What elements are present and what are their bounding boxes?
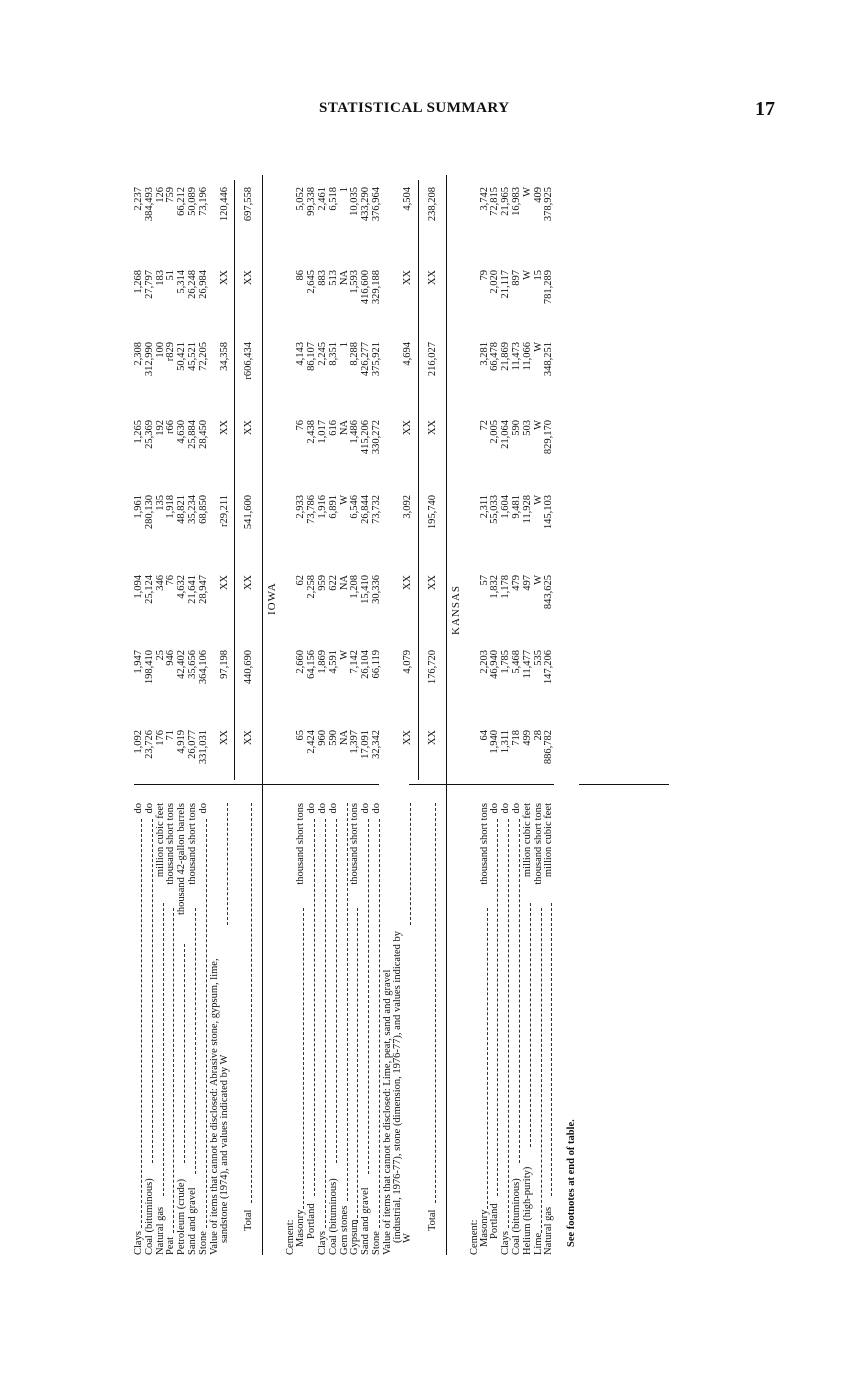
table-cell-value: 718 xyxy=(511,730,522,746)
state-heading-kansas: KANSAS xyxy=(449,584,462,635)
table-cell-value: 79 xyxy=(478,270,490,281)
table-cell-value: 330,272 xyxy=(371,420,382,455)
leader-dots xyxy=(303,908,304,1209)
leader-dots xyxy=(357,908,358,1223)
table-cell-value: 5,468 xyxy=(511,650,522,674)
table-cell-value: 6,546 xyxy=(349,495,361,519)
row-label: Portland xyxy=(489,1203,501,1239)
table-cell-value: 26,077 xyxy=(187,730,198,759)
leader-dots xyxy=(206,819,207,1228)
row-unit: do xyxy=(306,803,318,814)
table-cell-value: 960 xyxy=(317,730,328,746)
total-label: Total xyxy=(426,1209,438,1231)
table-cell-value: XX xyxy=(401,420,413,436)
leader-dots xyxy=(336,819,337,1163)
table-cell-value: 64,156 xyxy=(306,650,318,679)
total-value: XX xyxy=(426,270,438,286)
table-cell-value: 3,742 xyxy=(478,187,490,211)
row-label: Peat xyxy=(165,1236,177,1255)
table-cell-value: 2,203 xyxy=(478,650,490,674)
table-cell-value: 1,947 xyxy=(133,650,144,674)
row-label: Petroleum (crude) xyxy=(176,1178,188,1255)
row-unit: thousand short tons xyxy=(165,803,177,885)
table-cell-value: 1,785 xyxy=(500,650,512,674)
table-cell-value: 1,094 xyxy=(133,575,144,599)
total-value: XX xyxy=(243,270,255,286)
row-label: Stone xyxy=(371,1231,382,1255)
page-number: 17 xyxy=(755,98,775,120)
table-cell-value: XX xyxy=(401,730,413,746)
table-cell-value: 1,961 xyxy=(133,495,144,519)
row-label: Clays xyxy=(500,1231,512,1255)
table-cell-value: 479 xyxy=(511,575,522,591)
table-cell-value: 348,251 xyxy=(543,342,555,377)
table-cell-value: 73,786 xyxy=(306,495,318,524)
table-cell-value: 503 xyxy=(521,420,533,436)
total-label: Total xyxy=(243,1209,255,1231)
table-cell-value: 126 xyxy=(154,187,166,203)
table-cell-value: 1,593 xyxy=(349,270,361,294)
table-cell-value: 829,170 xyxy=(543,420,555,455)
row-label: Masonry xyxy=(295,1209,307,1247)
table-cell-value: 2,461 xyxy=(317,187,328,211)
table-cell-value: XX xyxy=(218,575,230,591)
row-label: Lime xyxy=(532,1232,544,1255)
table-cell-value: 6,518 xyxy=(327,187,339,211)
table-cell-value: 66,119 xyxy=(371,650,382,679)
table-cell-value: 513 xyxy=(327,270,339,286)
table-cell-value: 183 xyxy=(154,270,166,286)
table-cell-value: 23,726 xyxy=(143,730,155,759)
table-cell-value: 26,844 xyxy=(360,495,372,524)
table-cell-value: XX xyxy=(401,575,413,591)
table-cell-value: 378,925 xyxy=(543,187,555,222)
table-cell-value: 4,919 xyxy=(176,730,188,754)
leader-dots xyxy=(497,819,498,1195)
table-cell-value: W xyxy=(532,342,544,352)
table-cell-value: 62 xyxy=(295,575,307,586)
row-label-continued: sandstone (1974), and values indicated by W xyxy=(218,1054,230,1243)
table-cell-value: 897 xyxy=(511,270,522,286)
table-cell-value: 86,107 xyxy=(306,342,318,371)
table-cell-value: 2,258 xyxy=(306,575,318,599)
leader-dots xyxy=(152,819,153,1163)
table-cell-value: 11,928 xyxy=(521,495,533,524)
table-cell-value: 72,205 xyxy=(197,342,209,371)
row-label-continued: W xyxy=(401,1233,413,1243)
table-cell-value: 99,338 xyxy=(306,187,318,216)
table-cell-value: 1,178 xyxy=(500,575,512,599)
table-cell-value: 30,336 xyxy=(371,575,382,604)
table-cell-value: 28,947 xyxy=(197,575,209,604)
table-cell-value: r29,211 xyxy=(218,495,230,527)
row-unit: million cubic feet xyxy=(521,803,533,878)
table-cell-value: 6,891 xyxy=(327,495,339,519)
leader-dots xyxy=(173,908,174,1234)
table-cell-value: NA xyxy=(338,575,350,591)
table-cell-value: 8,351 xyxy=(327,342,339,366)
leader-dots xyxy=(435,803,436,1203)
table-cell-value: 3,092 xyxy=(401,495,413,519)
leader-dots xyxy=(195,908,196,1174)
table-cell-value: 21,869 xyxy=(500,342,512,371)
table-cell-value: 26,248 xyxy=(187,270,198,299)
table-cell-value: 51 xyxy=(165,270,177,281)
row-unit: do xyxy=(371,803,382,814)
table-cell-value: 86 xyxy=(295,270,307,281)
table-cell-value: W xyxy=(532,575,544,585)
table-cell-value: 1,397 xyxy=(349,730,361,754)
table-cell-value: 28,450 xyxy=(197,420,209,449)
table-cell-value: 499 xyxy=(521,730,533,746)
table-cell-value: 57 xyxy=(478,575,490,586)
row-label: Natural gas xyxy=(543,1206,555,1255)
table-cell-value: 73,732 xyxy=(371,495,382,524)
table-cell-value: 76 xyxy=(295,420,307,431)
table-cell-value: 97,198 xyxy=(218,650,230,679)
row-unit: do xyxy=(133,803,144,814)
table-cell-value: 34,358 xyxy=(218,342,230,371)
table-cell-value: 622 xyxy=(327,575,339,591)
total-value: 195,740 xyxy=(426,495,438,530)
table-cell-value: 16,983 xyxy=(511,187,522,216)
row-unit: thousand 42-gallon barrels xyxy=(176,803,188,915)
table-cell-value: 26,984 xyxy=(197,270,209,299)
table-cell-value: 2,424 xyxy=(306,730,318,754)
table-cell-value: 4,591 xyxy=(327,650,339,674)
row-unit: thousand short tons xyxy=(295,803,307,885)
table-cell-value: 4,630 xyxy=(176,420,188,444)
row-unit: million cubic feet xyxy=(543,803,555,878)
row-unit: do xyxy=(489,803,501,814)
table-cell-value: 7,142 xyxy=(349,650,361,674)
leader-dots xyxy=(410,803,411,925)
leader-dots xyxy=(519,819,520,1163)
table-cell-value: 120,446 xyxy=(218,187,230,222)
table-cell-value: 145,103 xyxy=(543,495,555,530)
group-label: Cement: xyxy=(468,1219,480,1255)
table-cell-value: 76 xyxy=(165,575,177,586)
table-cell-value: 42,402 xyxy=(176,650,188,679)
leader-dots xyxy=(487,908,488,1209)
leader-dots xyxy=(251,803,252,1203)
total-value: XX xyxy=(243,420,255,436)
table-cell-value: 66,212 xyxy=(176,187,188,216)
table-cell-value: 176 xyxy=(154,730,166,746)
leader-dots xyxy=(551,903,552,1196)
table-cell-value: 21,117 xyxy=(500,270,512,299)
table-cell-value: 5,052 xyxy=(295,187,307,211)
total-value: XX xyxy=(426,420,438,436)
table-cell-value: 1,940 xyxy=(489,730,501,754)
table-cell-value: 25,124 xyxy=(143,575,155,604)
table-cell-value: 72 xyxy=(478,420,490,431)
total-value: XX xyxy=(426,575,438,591)
total-value: 440,690 xyxy=(243,650,255,685)
state-heading-iowa: IOWA xyxy=(266,582,279,615)
table-cell-value: W xyxy=(521,187,533,197)
total-value: 216,027 xyxy=(426,342,438,377)
table-cell-value: 1 xyxy=(338,187,350,193)
table-cell-value: 883 xyxy=(317,270,328,286)
table-cell-value: 21,641 xyxy=(187,575,198,604)
table-cell-value: 2,660 xyxy=(295,650,307,674)
table-cell-value: 68,850 xyxy=(197,495,209,524)
row-unit: do xyxy=(500,803,512,814)
table-cell-value: 198,410 xyxy=(143,650,155,685)
table-cell-value: 4,694 xyxy=(401,342,413,366)
table-cell-value: 147,206 xyxy=(543,650,555,685)
table-cell-value: 2,933 xyxy=(295,495,307,519)
table-cell-value: 2,645 xyxy=(306,270,318,294)
table-cell-value: 331,031 xyxy=(197,730,209,765)
table-cell-value: XX xyxy=(218,270,230,286)
leader-dots xyxy=(347,803,348,1201)
leader-dots xyxy=(314,819,315,1195)
leader-dots xyxy=(325,819,326,1228)
table-cell-value: W xyxy=(521,270,533,280)
row-label: Portland xyxy=(306,1203,318,1239)
table-cell-value: 35,656 xyxy=(187,650,198,679)
leader-dots xyxy=(141,819,142,1228)
leader-dots xyxy=(227,803,228,925)
table-cell-value: 71 xyxy=(165,730,177,741)
table-cell-value: 4,504 xyxy=(401,187,413,211)
row-label: Coal (bituminous) xyxy=(143,1178,155,1255)
total-value: 541,600 xyxy=(243,495,255,530)
row-label: Stone xyxy=(197,1231,209,1255)
table-cell-value: W xyxy=(532,495,544,505)
table-cell-value: NA xyxy=(338,270,350,286)
table-cell-value: 1,208 xyxy=(349,575,361,599)
row-label: Natural gas xyxy=(154,1206,166,1255)
table-cell-value: 1,268 xyxy=(133,270,144,294)
row-unit: do xyxy=(327,803,339,814)
table-cell-value: 11,477 xyxy=(521,650,533,679)
table-cell-value: 10,035 xyxy=(349,187,361,216)
table-cell-value: 364,106 xyxy=(197,650,209,685)
table-cell-value: 433,290 xyxy=(360,187,372,222)
table-cell-value: NA xyxy=(338,730,350,746)
table-cell-value: 1,092 xyxy=(133,730,144,754)
table-cell-value: 50,421 xyxy=(176,342,188,371)
row-unit: do xyxy=(197,803,209,814)
table-cell-value: 781,289 xyxy=(543,270,555,305)
table-cell-value: 2,005 xyxy=(489,420,501,444)
table-cell-value: 21,064 xyxy=(500,420,512,449)
row-label: Helium (high-purity) xyxy=(521,1166,533,1255)
table-cell-value: 1,916 xyxy=(317,495,328,519)
table-cell-value: 1,017 xyxy=(317,420,328,444)
leader-dots xyxy=(530,903,531,1147)
table-cell-value: 64 xyxy=(478,730,490,741)
table-cell-value: 1 xyxy=(338,342,350,348)
table-cell-value: 616 xyxy=(327,420,339,436)
table-cell-value: 21,965 xyxy=(500,187,512,216)
table-cell-value: 1,604 xyxy=(500,495,512,519)
row-label: Value of items that cannot be disclosed: Lime, peat, sand and gravel xyxy=(381,969,393,1255)
table-cell-value: 3,281 xyxy=(478,342,490,366)
leader-dots xyxy=(184,944,185,1163)
table-cell-value: 959 xyxy=(317,575,328,591)
table-cell-value: 1,869 xyxy=(317,650,328,674)
table-cell-value: 4,632 xyxy=(176,575,188,599)
table-cell-value: 1,918 xyxy=(165,495,177,519)
column-rule xyxy=(579,784,669,785)
table-cell-value: 50,089 xyxy=(187,187,198,216)
leader-dots xyxy=(379,819,380,1228)
table-cell-value: 1,832 xyxy=(489,575,501,599)
table-cell-value: 2,237 xyxy=(133,187,144,211)
table-cell-value: 72,815 xyxy=(489,187,501,216)
table-cell-value: 5,314 xyxy=(176,270,188,294)
row-label: Clays xyxy=(133,1231,144,1255)
table-cell-value: 426,277 xyxy=(360,342,372,377)
footnote-text: See footnotes at end of table. xyxy=(566,1119,578,1247)
table-cell-value: 2,245 xyxy=(317,342,328,366)
table-cell-value: XX xyxy=(218,730,230,746)
leader-dots xyxy=(163,903,164,1196)
table-cell-value: 27,797 xyxy=(143,270,155,299)
total-rule xyxy=(418,180,419,780)
row-label: Coal (bituminous) xyxy=(511,1178,522,1255)
row-label: Gypsum xyxy=(349,1219,361,1255)
table-cell-value: 15 xyxy=(532,270,544,281)
table-cell-value: 590 xyxy=(327,730,339,746)
table-cell-value: 65 xyxy=(295,730,307,741)
table-cell-value: 25,369 xyxy=(143,420,155,449)
table-cell-value: 66,478 xyxy=(489,342,501,371)
leader-dots xyxy=(368,819,369,1174)
row-label: Sand and gravel xyxy=(187,1187,198,1255)
table-cell-value: 590 xyxy=(511,420,522,436)
table-cell-value: 55,033 xyxy=(489,495,501,524)
leader-dots xyxy=(508,819,509,1228)
total-value: 176,720 xyxy=(426,650,438,685)
page-header-title: STATISTICAL SUMMARY xyxy=(319,100,510,116)
table-cell-value: 73,196 xyxy=(197,187,209,216)
table-cell-value: 376,964 xyxy=(371,187,382,222)
table-cell-value: 346 xyxy=(154,575,166,591)
table-cell-value: 2,308 xyxy=(133,342,144,366)
row-label: Gem stones xyxy=(338,1205,350,1255)
row-label: Coal (bituminous) xyxy=(327,1178,339,1255)
table-cell-value: 26,104 xyxy=(360,650,372,679)
table-cell-value: W xyxy=(338,495,350,505)
table-cell-value: 759 xyxy=(165,187,177,203)
section-rule xyxy=(262,175,263,1255)
table-cell-value: W xyxy=(338,650,350,660)
row-unit: thousand short tons xyxy=(187,803,198,885)
table-cell-value: 32,342 xyxy=(371,730,382,759)
table-cell-value: 1,265 xyxy=(133,420,144,444)
row-unit: thousand short tons xyxy=(478,803,490,885)
total-value: 697,558 xyxy=(243,187,255,222)
table-cell-value: 312,990 xyxy=(143,342,155,377)
total-value: XX xyxy=(243,730,255,746)
table-cell-value: 11,066 xyxy=(521,342,533,371)
row-unit: million cubic feet xyxy=(154,803,166,878)
table-cell-value: 535 xyxy=(532,650,544,666)
row-label: Masonry xyxy=(478,1209,490,1247)
table-cell-value: 35,234 xyxy=(187,495,198,524)
table-cell-value: 25 xyxy=(154,650,166,661)
total-value: XX xyxy=(426,730,438,746)
row-label-continued: (industrial, 1976-77), stone (dimension, 1976-77), and values indicated by xyxy=(391,930,403,1243)
table-cell-value: 416,600 xyxy=(360,270,372,305)
table-cell-value: 409 xyxy=(532,187,544,203)
total-value: XX xyxy=(243,575,255,591)
table-cell-value: XX xyxy=(401,270,413,286)
table-cell-value: 4,143 xyxy=(295,342,307,366)
table-cell-value: 15,410 xyxy=(360,575,372,604)
table-cell-value: r66 xyxy=(165,420,177,434)
table-cell-value: 843,625 xyxy=(543,575,555,610)
table-cell-value: 375,921 xyxy=(371,342,382,377)
row-unit: do xyxy=(360,803,372,814)
rotated-statistics-table xyxy=(134,135,664,1255)
table-cell-value: 886,782 xyxy=(543,730,555,765)
leader-dots xyxy=(541,908,542,1234)
table-cell-value: 11,473 xyxy=(511,342,522,371)
total-rule xyxy=(234,180,235,780)
table-cell-value: 28 xyxy=(532,730,544,741)
table-cell-value: 192 xyxy=(154,420,166,436)
table-cell-value: 497 xyxy=(521,575,533,591)
table-cell-value: 415,206 xyxy=(360,420,372,455)
table-cell-value: 4,079 xyxy=(401,650,413,674)
row-label: Clays xyxy=(317,1231,328,1255)
total-value: 238,208 xyxy=(426,187,438,222)
table-cell-value: 8,288 xyxy=(349,342,361,366)
table-cell-value: XX xyxy=(218,420,230,436)
table-cell-value: 100 xyxy=(154,342,166,358)
row-unit: do xyxy=(317,803,328,814)
row-label: Value of items that cannot be disclosed: Abrasive stone, gypsum, lime, xyxy=(208,958,220,1255)
group-label: Cement: xyxy=(285,1219,297,1255)
table-cell-value: r829 xyxy=(165,342,177,362)
total-value: r606,434 xyxy=(243,342,255,380)
table-cell-value: 384,493 xyxy=(143,187,155,222)
table-cell-value: 2,020 xyxy=(489,270,501,294)
row-unit: do xyxy=(511,803,522,814)
table-cell-value: W xyxy=(532,420,544,430)
row-unit: thousand short tons xyxy=(349,803,361,885)
table-cell-value: 48,821 xyxy=(176,495,188,524)
table-cell-value: 946 xyxy=(165,650,177,666)
table-cell-value: 280,130 xyxy=(143,495,155,530)
row-label: Sand and gravel xyxy=(360,1187,372,1255)
table-cell-value: 45,521 xyxy=(187,342,198,371)
table-cell-value: 135 xyxy=(154,495,166,511)
table-cell-value: 1,311 xyxy=(500,730,512,754)
table-cell-value: 2,311 xyxy=(478,495,490,519)
row-unit: do xyxy=(143,803,155,814)
table-cell-value: 2,438 xyxy=(306,420,318,444)
table-cell-value: 329,188 xyxy=(371,270,382,305)
table-cell-value: 9,481 xyxy=(511,495,522,519)
column-rule xyxy=(134,784,379,785)
table-cell-value: 1,486 xyxy=(349,420,361,444)
row-unit: thousand short tons xyxy=(532,803,544,885)
table-cell-value: NA xyxy=(338,420,350,436)
table-cell-value: 17,091 xyxy=(360,730,372,759)
table-cell-value: 46,940 xyxy=(489,650,501,679)
table-cell-value: 25,884 xyxy=(187,420,198,449)
section-rule xyxy=(446,175,447,1255)
column-rule xyxy=(409,784,554,785)
